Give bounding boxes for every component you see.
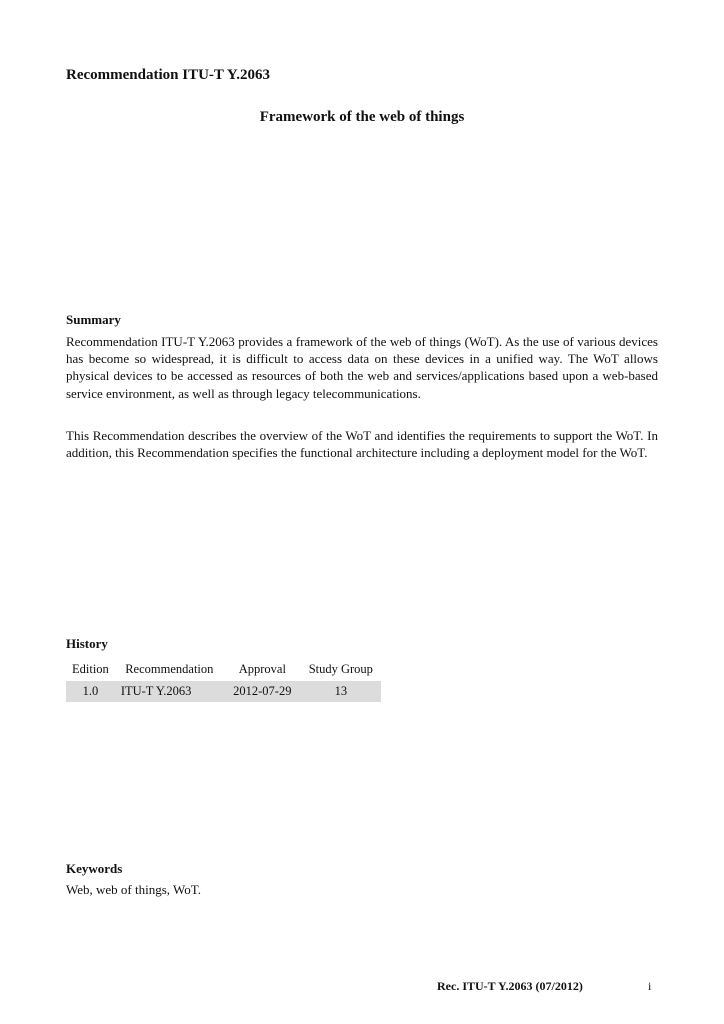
summary-paragraph: This Recommendation describes the overview of the WoT and identifies the requirements to support the WoT. In addition, this Recommendation specifies the functional architecture including a deployment model for the WoT. bbox=[66, 428, 658, 461]
document-title: Framework of the web of things bbox=[259, 109, 465, 125]
footer-reference: Rec. ITU-T Y.2063 (07/2012) bbox=[437, 979, 583, 993]
column-header-edition: Edition bbox=[72, 662, 109, 676]
history-table bbox=[66, 659, 381, 702]
cell-recommendation: ITU-T Y.2063 bbox=[115, 681, 224, 702]
keywords-text: Web, web of things, WoT. bbox=[66, 882, 201, 897]
summary-heading: Summary bbox=[66, 312, 121, 327]
keywords-heading: Keywords bbox=[66, 861, 123, 876]
cell-study-group: 13 bbox=[301, 681, 381, 702]
history-header-row bbox=[66, 659, 381, 681]
summary-paragraph: Recommendation ITU-T Y.2063 provides a framework of the web of things (WoT). As the use of various devices has become so widespread, it is difficult to access data on these devices in a unified way. The WoT allows physical devices to be accessed as resources of both the web and services/applications based upon a web-based service environment, as well as through legacy telecommunications. bbox=[66, 334, 658, 401]
recommendation-title: Recommendation ITU-T Y.2063 bbox=[66, 67, 271, 83]
column-header-approval: Approval bbox=[238, 662, 286, 676]
column-header-study-group: Study Group bbox=[308, 662, 373, 676]
table-row bbox=[66, 681, 381, 702]
cell-approval: 2012-07-29 bbox=[224, 681, 301, 702]
cell-edition: 1.0 bbox=[66, 681, 115, 702]
page-number: i bbox=[648, 979, 652, 993]
column-header-recommendation: Recommendation bbox=[125, 662, 214, 676]
history-heading: History bbox=[66, 636, 108, 651]
